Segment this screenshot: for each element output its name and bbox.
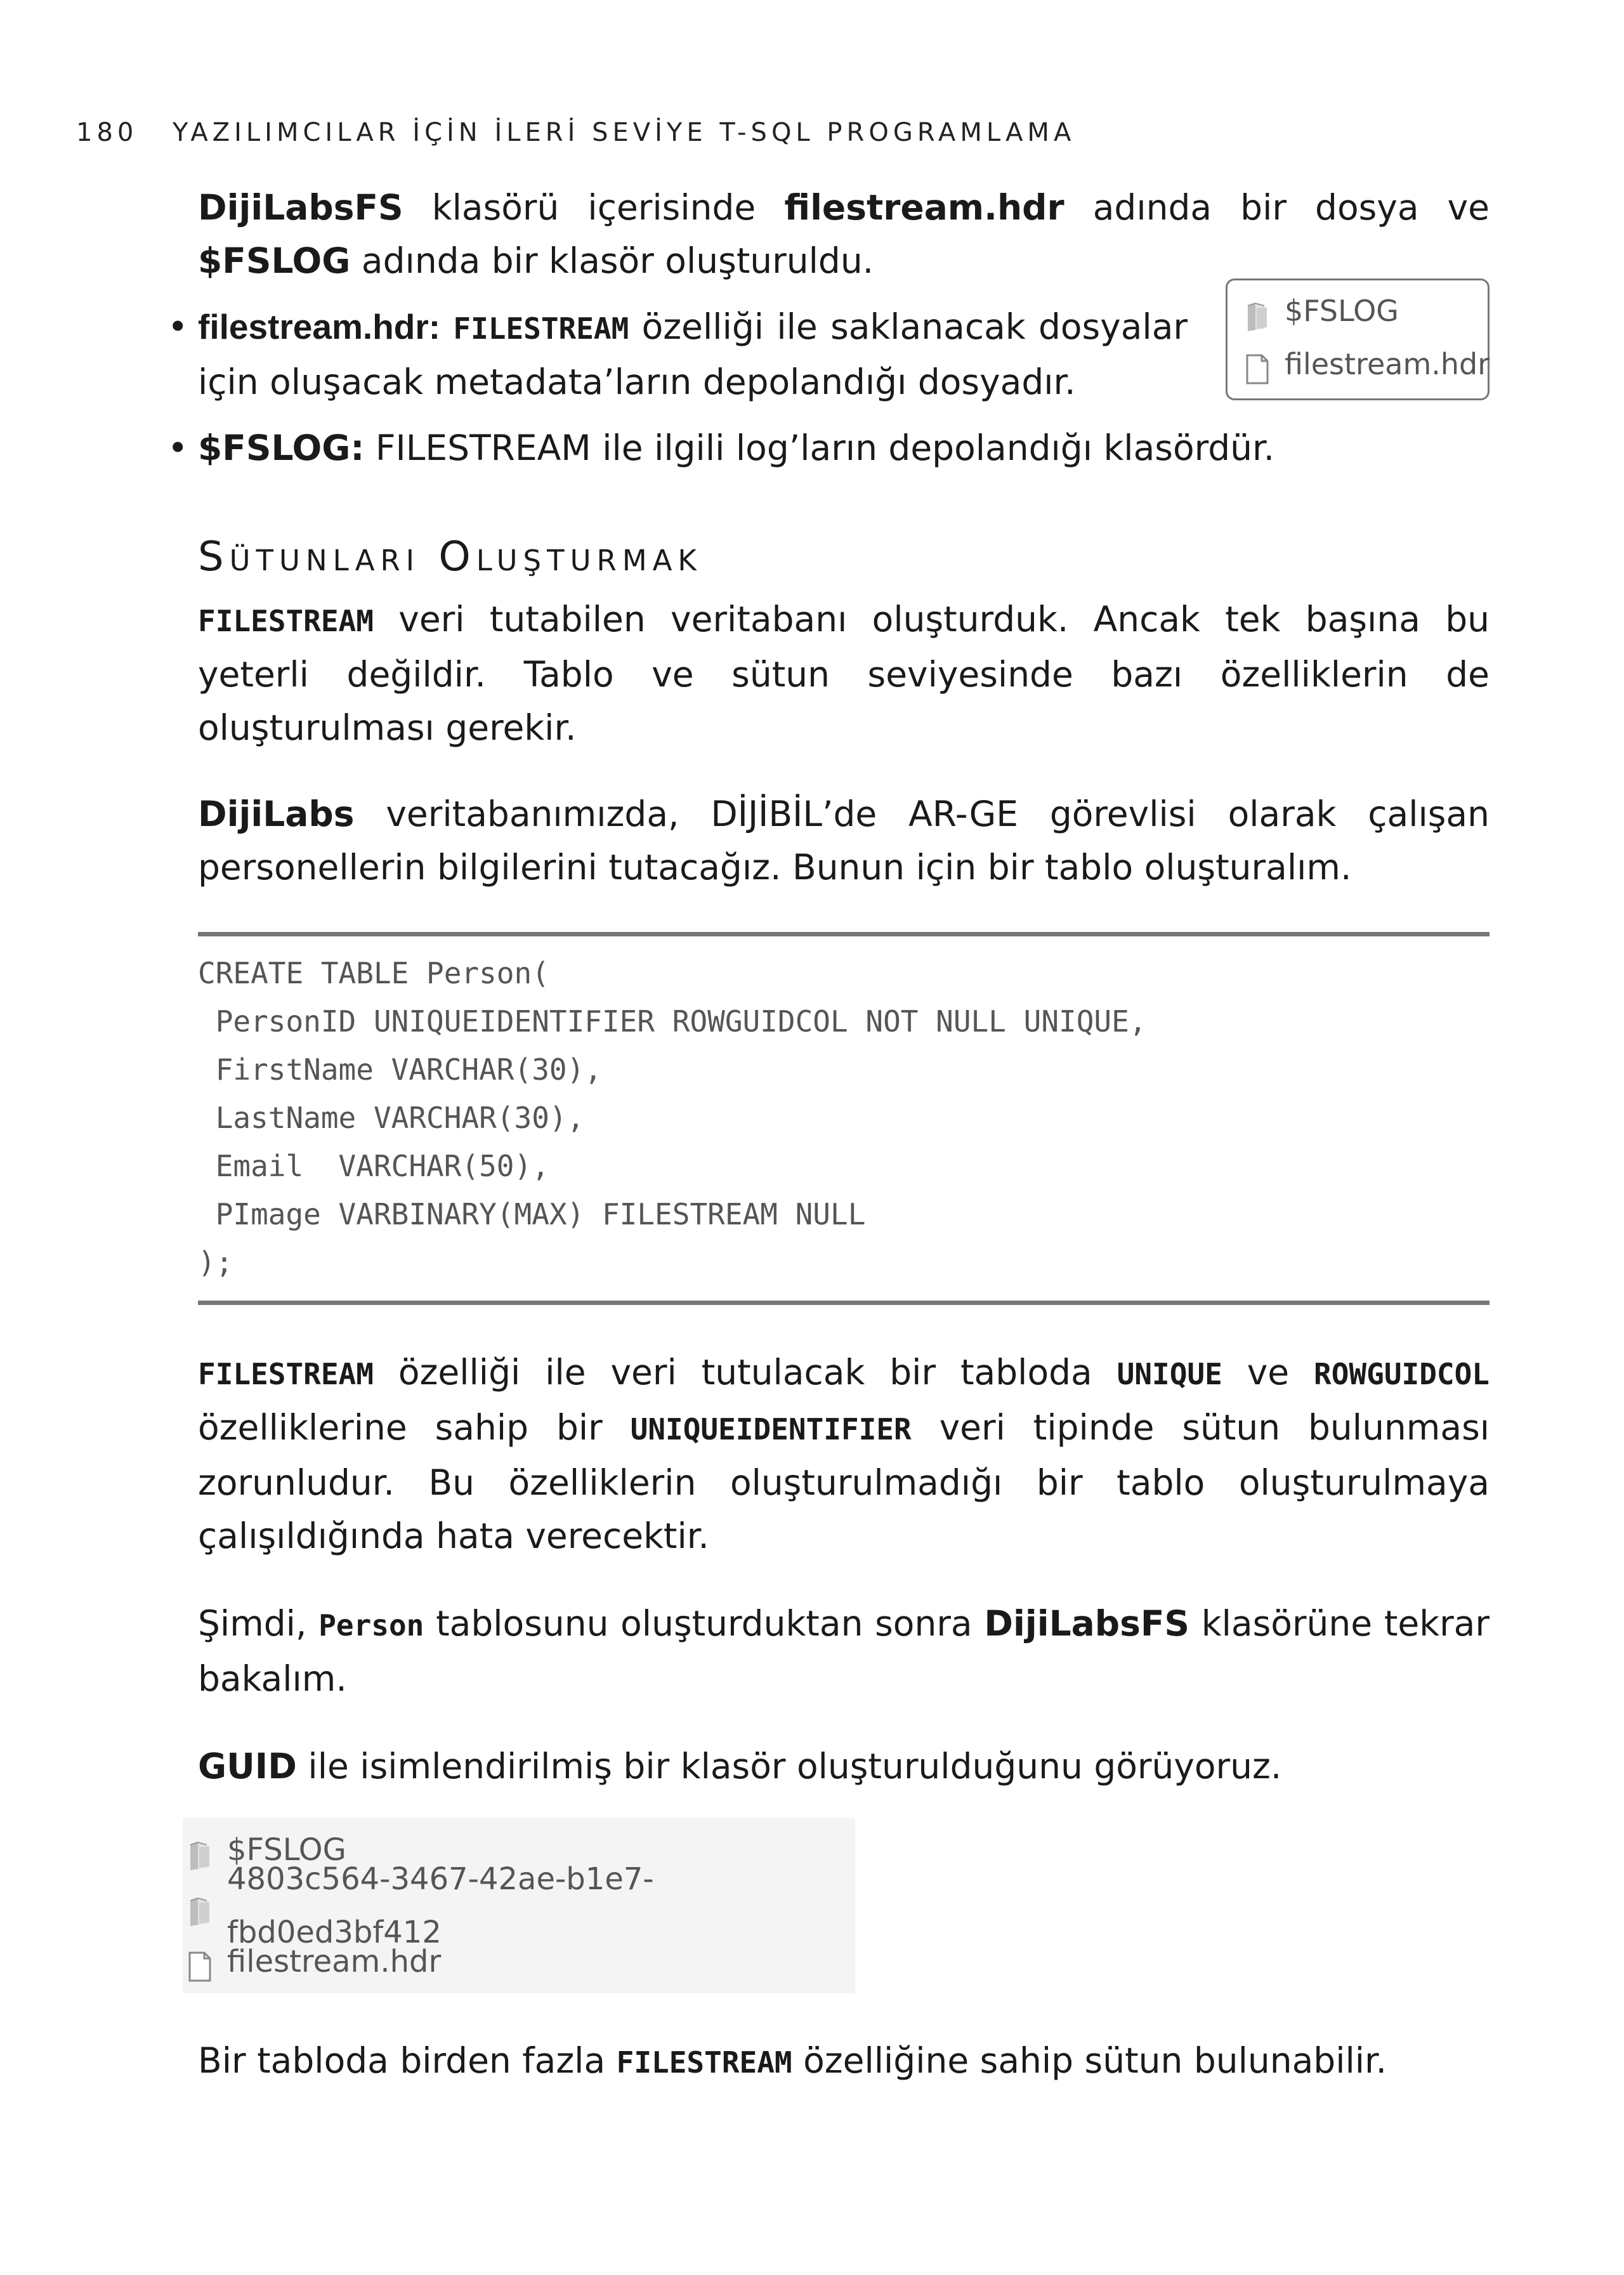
log-folder-name: $FSLOG <box>198 240 351 281</box>
running-header <box>76 118 1472 147</box>
bullet-item <box>167 421 1490 475</box>
text-run: tablosunu oluşturduktan sonra <box>424 1603 985 1644</box>
bullet-list <box>167 294 1490 475</box>
code-term: FILESTREAM <box>198 1357 374 1391</box>
code-line: PersonID UNIQUEIDENTIFIER ROWGUIDCOL NOT NULL UNIQUE, <box>198 1004 1147 1039</box>
code-term: UNIQUE <box>1116 1357 1222 1391</box>
text-run: klasörüne tekrar bakalım. <box>198 1603 1490 1699</box>
list-item <box>1245 284 1488 338</box>
bullet-label: filestream.hdr: <box>198 307 441 346</box>
item-name: filestream.hdr <box>227 1944 442 1979</box>
text-run: adında bir klasör oluşturuldu. <box>350 240 874 281</box>
section-heading <box>198 527 1490 587</box>
folder-contents-panel <box>1226 279 1490 400</box>
guid-term: GUID <box>198 1746 297 1787</box>
code-line: ); <box>198 1245 233 1280</box>
item-name: $FSLOG <box>227 1832 346 1868</box>
code-line: FirstName VARCHAR(30), <box>198 1052 602 1087</box>
paragraph <box>198 1740 1490 1793</box>
text-run: veritabanımızda, DİJİBİL’de AR-GE görevlisi olarak çalışan personellerin bilgilerini tutacağız. Bunun için bir tablo oluşturalım. <box>198 794 1490 888</box>
text-run: ile isimlendirilmiş bir klasör oluşturulduğunu görüyoruz. <box>296 1746 1282 1787</box>
page-number: 180 <box>76 118 138 147</box>
code-term: UNIQUEIDENTIFIER <box>630 1412 912 1446</box>
text-run: özelliğine sahip sütun bulunabilir. <box>792 2040 1387 2081</box>
paragraph <box>198 787 1490 894</box>
paragraph <box>198 1346 1490 1563</box>
list-item <box>1245 338 1488 391</box>
file-icon <box>1245 348 1269 380</box>
text-run: özelliği ile veri tutulacak bir tabloda <box>373 1352 1117 1393</box>
list-item <box>188 1861 855 1950</box>
text-run: adında bir dosya ve <box>1064 187 1490 228</box>
text-run: veri tipinde sütun bulunması zorunludur. Bu özelliklerin oluşturulmadığı bir tablo oluşturulmaya çalışıldığında hata verecektir. <box>198 1407 1490 1556</box>
text-run: Bir tabloda birden fazla <box>198 2040 617 2081</box>
book-title: YAZILIMCILAR İÇİN İLERİ SEVİYE T-SQL PROGRAMLAMA <box>173 118 1076 147</box>
code-line: LastName VARCHAR(30), <box>198 1101 585 1135</box>
bullet-dot: • <box>167 428 188 468</box>
bullet-text: FILESTREAM ile ilgili log’ların depolandığı klasördür. <box>364 428 1275 468</box>
page-body <box>167 181 1490 2089</box>
folder-name: DijiLabsFS <box>198 187 403 228</box>
folder-icon <box>188 1891 213 1921</box>
folder-icon <box>188 1835 213 1865</box>
code-term: Person <box>318 1608 424 1642</box>
code-term: FILESTREAM <box>616 2045 792 2080</box>
text-run: klasörü içerisinde <box>403 187 785 228</box>
code-block <box>198 932 1490 1305</box>
paragraph <box>198 593 1490 754</box>
bullet-dot: • <box>167 306 188 347</box>
folder-listing-screenshot <box>183 1818 855 1993</box>
item-name: $FSLOG <box>1285 294 1399 328</box>
code-term: FILESTREAM <box>453 311 629 346</box>
item-name: 4803c564-3467-42ae-b1e7-fbd0ed3bf412 <box>227 1861 654 1950</box>
folder-name: DijiLabsFS <box>984 1603 1190 1644</box>
text-run: veri tutabilen veritabanı oluşturduk. Ancak tek başına bu yeterli değildir. Tablo ve sütun seviyesinde bazı özelliklerin de oluşturulması gerekir. <box>198 599 1490 748</box>
bullet-label: $FSLOG: <box>198 428 365 468</box>
code-line: PImage VARBINARY(MAX) FILESTREAM NULL <box>198 1197 866 1231</box>
text-run: Şimdi, <box>198 1603 319 1644</box>
paragraph <box>198 2034 1490 2089</box>
section-title-text: Sütunları Oluşturmak <box>198 534 702 580</box>
file-name: filestream.hdr <box>784 187 1064 228</box>
paragraph <box>198 1597 1490 1705</box>
code-line: CREATE TABLE Person( <box>198 956 549 990</box>
code-line: Email VARCHAR(50), <box>198 1149 549 1183</box>
intro-paragraph <box>198 181 1490 287</box>
text-run: ve <box>1222 1352 1314 1393</box>
code-term: ROWGUIDCOL <box>1314 1357 1490 1391</box>
file-icon <box>188 1946 212 1977</box>
code-term: FILESTREAM <box>198 604 374 638</box>
bullet-text: özelliği ile saklanacak dosyalar için oluşacak metadata’ların depolandığı dosyadır. <box>198 306 1188 402</box>
folder-icon <box>1245 296 1271 326</box>
text-run: özelliklerine sahip bir <box>198 1407 631 1448</box>
database-name: DijiLabs <box>198 794 355 834</box>
item-name: filestream.hdr <box>1285 347 1490 381</box>
bullet-item <box>167 300 1188 409</box>
